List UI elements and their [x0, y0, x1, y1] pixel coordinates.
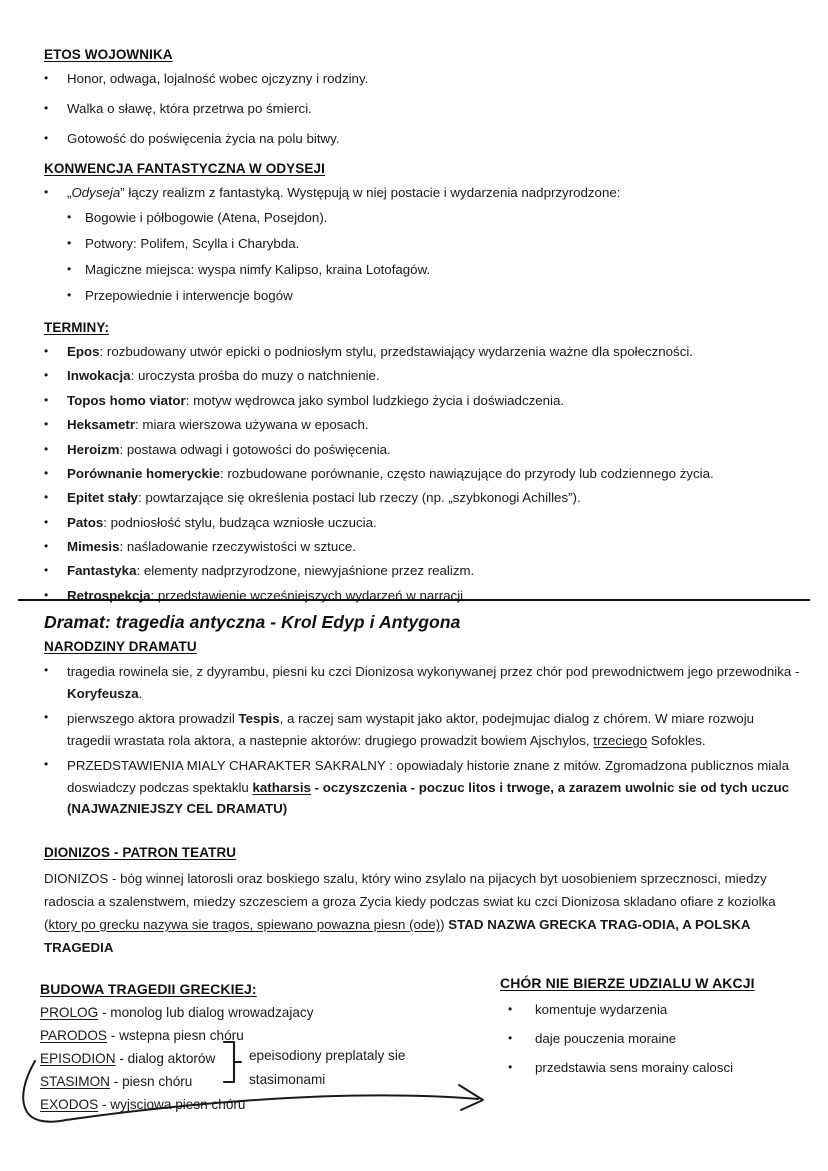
item-text-e: Sofokles. — [647, 732, 706, 748]
list-item-text — [67, 465, 803, 484]
term-label: Heksametr — [67, 417, 136, 433]
bullet-glyph: • — [44, 130, 49, 145]
structure-definition: - wstepna piesn chóru — [106, 1028, 244, 1044]
term-definition: : naśladowanie rzeczywistości w sztuce. — [119, 539, 356, 554]
list-item — [28, 562, 803, 581]
list-item-text — [67, 587, 803, 606]
list-item — [28, 514, 803, 533]
list-item-text: Potwory: Polifem, Scylla i Charybda. — [85, 235, 300, 251]
list-item-text — [67, 392, 803, 411]
list-item-text — [67, 184, 798, 203]
structure-row — [40, 1095, 314, 1115]
list-item — [28, 343, 803, 362]
term-definition: : motyw wędrowca jako symbol ludzkiego życia i doświadczenia. — [185, 392, 565, 408]
list-item — [28, 708, 800, 751]
list-item-text: komentuje wydarzenia — [535, 1002, 668, 1017]
list-item-text — [67, 661, 800, 704]
term-label: Mimesis — [67, 539, 120, 554]
bullet-glyph: • — [44, 441, 49, 456]
term-koryfeusza: Koryfeusza — [67, 685, 139, 701]
list-item — [28, 465, 803, 484]
bullet-glyph: • — [44, 465, 49, 480]
section-divider — [18, 599, 810, 601]
term-definition: : postawa odwagi i gotowości do poświęcenia. — [119, 441, 391, 457]
list-item — [28, 70, 788, 89]
bullet-glyph: • — [44, 563, 49, 578]
list-item-text — [67, 562, 803, 581]
brace-note-line-2: stasimonami — [249, 1072, 326, 1087]
terminy-list — [28, 343, 803, 606]
list-item — [28, 130, 788, 149]
term-tespis: Tespis — [238, 711, 280, 727]
bullet-glyph: • — [44, 71, 49, 85]
narodziny-list-wrapper — [28, 661, 800, 820]
lead-rest-text: łączy realizm z fantastyką. Występują w niej postacie i wydarzenia nadprzyrodzone: — [124, 185, 621, 200]
term-label: Epitet stały — [67, 490, 138, 506]
heading-etos-wojownika: ETOS WOJOWNIKA — [44, 47, 173, 62]
list-item — [28, 587, 803, 606]
heading-dionizos-patron-teatru: DIONIZOS - PATRON TEATRU — [44, 845, 237, 860]
etos-list-wrapper — [28, 70, 788, 160]
term-definition: : rozbudowany utwór epicki o podniosłym stylu, przedstawiający wydarzenia ważne dla społeczności. — [99, 344, 693, 359]
item-text-a: pierwszego aktora prowadzil — [67, 711, 239, 727]
list-item — [28, 538, 803, 557]
list-item — [500, 1030, 810, 1049]
list-item — [28, 235, 798, 254]
term-katharsis: katharsis — [252, 779, 311, 795]
list-item-text — [67, 441, 803, 460]
bullet-glyph: • — [508, 1030, 513, 1045]
structure-definition: - monolog lub dialog wrowadzajacy — [98, 1005, 314, 1020]
konwencja-list-wrapper — [28, 184, 798, 312]
bullet-glyph: • — [44, 368, 49, 383]
bullet-glyph: • — [44, 757, 49, 772]
bullet-glyph: • — [44, 514, 49, 529]
section-terminy — [44, 320, 109, 335]
bullet-glyph: • — [67, 261, 72, 276]
list-item — [28, 392, 803, 411]
term-trzeciego: trzeciego — [593, 732, 648, 748]
term-definition: : elementy nadprzyrodzone, niewyjaśnione przez realizm. — [136, 563, 475, 579]
structure-row — [40, 1003, 314, 1023]
list-item — [28, 489, 803, 508]
list-item — [500, 1001, 810, 1020]
narodziny-list — [28, 661, 800, 820]
bullet-glyph: • — [44, 663, 49, 677]
structure-definition: - wyjsciowa piesn chóru — [98, 1097, 246, 1113]
list-item-text — [67, 489, 803, 508]
item-text-a: PRZEDSTAWIENIA MIALY CHARAKTER SAKRALNY : opowiadaly historie znane z mitów. Zgromadzona publicznos miala doswiadczy podczas spektaklu — [67, 758, 790, 795]
term-definition: : rozbudowane porównanie, często nawiązujące do przyrody lub codziennego życia. — [219, 465, 714, 481]
bullet-glyph: • — [44, 344, 49, 358]
section-dionizos — [44, 845, 236, 860]
list-item — [28, 661, 800, 704]
drama-title-wrapper — [44, 612, 460, 633]
heading-narodziny-dramatu: NARODZINY DRAMATU — [44, 639, 197, 654]
heading-chor-nie-bierze-udzialu: CHÓR NIE BIERZE UDZIALU W AKCJI — [500, 975, 755, 991]
paragraph-text-underlined: ktory po grecku nazywa sie tragos, spiewano powazna piesn (ode) — [48, 916, 441, 932]
list-item-text: Walka o sławę, która przetrwa po śmierci. — [67, 100, 312, 116]
list-item — [28, 209, 798, 228]
list-item-text — [67, 416, 803, 435]
term-definition: : uroczysta prośba do muzy o natchnienie. — [130, 368, 380, 384]
structure-term: STASIMON — [40, 1074, 110, 1090]
term-label: Patos — [67, 514, 104, 530]
bullet-glyph: • — [67, 287, 72, 302]
list-item-text — [67, 708, 800, 751]
term-label: Inwokacja — [67, 368, 131, 384]
structure-term: PARODOS — [40, 1028, 107, 1044]
list-item-text: Gotowość do poświęcenia życia na polu bitwy. — [67, 130, 340, 146]
item-text-c: . — [138, 685, 143, 701]
term-label: Porównanie homeryckie — [67, 465, 220, 481]
list-item — [28, 261, 798, 280]
structure-row — [40, 1026, 314, 1046]
structure-term: EPISODION — [40, 1051, 116, 1067]
section-etos-wojownika — [44, 47, 173, 62]
list-item — [28, 100, 788, 119]
item-text-c-emphasis: - oczyszczenia - poczuc litos i trwoge, a zarazem uwolnic sie od tych uczuc (NAJWAZNIEJSZY CEL DRAMATU) — [67, 779, 789, 817]
list-item-text: daje pouczenia moraine — [535, 1030, 677, 1046]
term-definition: : przedstawienie wcześniejszych wydarzeń w narracji — [150, 587, 464, 603]
term-definition: : miara wierszowa używana w eposach. — [135, 417, 369, 433]
list-item-text — [67, 514, 803, 533]
item-text-c: , a raczej sam wystapit jako aktor, podejmujac dialog z chórem. W miare rozwoju tragedii wrastata rola aktora, a nastepnie aktorów: drugiego prowadzit bowiem Ajschylos, — [67, 711, 755, 748]
list-item — [28, 441, 803, 460]
heading-terminy: TERMINY: — [44, 320, 110, 335]
bullet-glyph: • — [67, 235, 72, 250]
list-item — [28, 416, 803, 435]
bullet-glyph: • — [44, 417, 49, 432]
list-item-text: Magiczne miejsca: wyspa nimfy Kalipso, kraina Lotofagów. — [85, 261, 431, 277]
page-title-dramat: Dramat: tragedia antyczna - Krol Edyp i Antygona — [44, 612, 461, 632]
bullet-glyph: • — [44, 710, 49, 725]
term-label: Heroizm — [67, 441, 120, 457]
bullet-glyph: • — [67, 209, 72, 224]
paragraph-text-a: DIONIZOS - bóg winnej latorosli oraz boskiego szalu, który wino zsylalo na pijacych byt uosobieniem sprzecznosci, miedzy radoscia a szalenstwem, miedzy szczesciem a groza Zycia kiedy podczas swiat ku czci Dionizosa skladano ofiare z koziolka ( — [44, 871, 776, 932]
list-item-text — [67, 755, 800, 820]
term-definition: : podniosłość stylu, budząca wzniosłe uczucia. — [103, 514, 377, 530]
list-item-text: Honor, odwaga, lojalność wobec ojczyzny i rodziny. — [67, 71, 369, 86]
term-label: Retrospekcja — [67, 587, 151, 603]
term-definition: : powtarzające się określenia postaci lub rzeczy (np. „szybkonogi Achilles”). — [137, 490, 581, 506]
bullet-glyph: • — [44, 100, 49, 115]
list-item-text — [67, 367, 803, 386]
bullet-glyph: • — [44, 539, 49, 553]
chor-list — [500, 1001, 810, 1078]
heading-budowa-tragedii: BUDOWA TRAGEDII GRECKIEJ: — [40, 981, 257, 997]
dionizos-paragraph — [44, 868, 794, 959]
quote-open: „ — [67, 185, 72, 200]
structure-term: EXODOS — [40, 1097, 99, 1113]
list-item — [500, 1059, 810, 1078]
structure-definition: - dialog aktorów — [115, 1051, 216, 1067]
list-item — [28, 367, 803, 386]
bullet-glyph: • — [508, 1002, 513, 1016]
list-item — [28, 755, 800, 820]
quote-close: ” — [120, 185, 125, 200]
paragraph-text-emphasis: STAD NAZWA GRECKA TRAG-ODIA, A POLSKA TRAGEDIA — [44, 916, 750, 955]
section-narodziny-dramatu — [44, 639, 197, 654]
list-item — [28, 184, 798, 203]
bullet-glyph: • — [44, 392, 49, 407]
term-label: Fantastyka — [67, 563, 137, 579]
structure-definition: - piesn chóru — [110, 1074, 193, 1090]
bullet-glyph: • — [508, 1059, 513, 1074]
heading-konwencja-fantastyczna: KONWENCJA FANTASTYCZNA W ODYSEJI — [44, 161, 325, 176]
brace-note-line-1: epeisodiony preplataly sie — [249, 1048, 406, 1063]
bullet-glyph: • — [44, 185, 49, 199]
list-item-text — [67, 343, 803, 362]
etos-list — [28, 70, 788, 149]
bullet-glyph: • — [44, 490, 49, 505]
section-konwencja-fantastyczna — [44, 161, 325, 176]
paragraph-text-c: ) — [440, 916, 449, 932]
term-label: Epos — [67, 344, 100, 359]
item-text-a: tragedia rowinela sie, z dyyrambu, piesni ku czci Dionizosa wykonywanej przez chór pod prewodnictwem jego przewodnika - — [67, 664, 800, 679]
list-item-text: przedstawia sens morainy calosci — [535, 1059, 734, 1075]
terminy-list-wrapper — [28, 343, 803, 611]
list-item-text: Bogowie i półbogowie (Atena, Posejdon). — [85, 209, 328, 225]
list-item — [28, 287, 798, 306]
konwencja-sublist — [28, 209, 798, 306]
list-item-text: Przepowiednie i interwencje bogów — [85, 287, 293, 303]
konwencja-list — [28, 184, 798, 203]
structure-term: PROLOG — [40, 1005, 99, 1020]
work-title-odyseja: Odyseja — [71, 185, 121, 200]
bullet-glyph: • — [44, 587, 49, 602]
term-label: Topos homo viator — [67, 392, 186, 408]
list-item-text — [67, 538, 803, 557]
section-chor — [500, 975, 810, 1088]
